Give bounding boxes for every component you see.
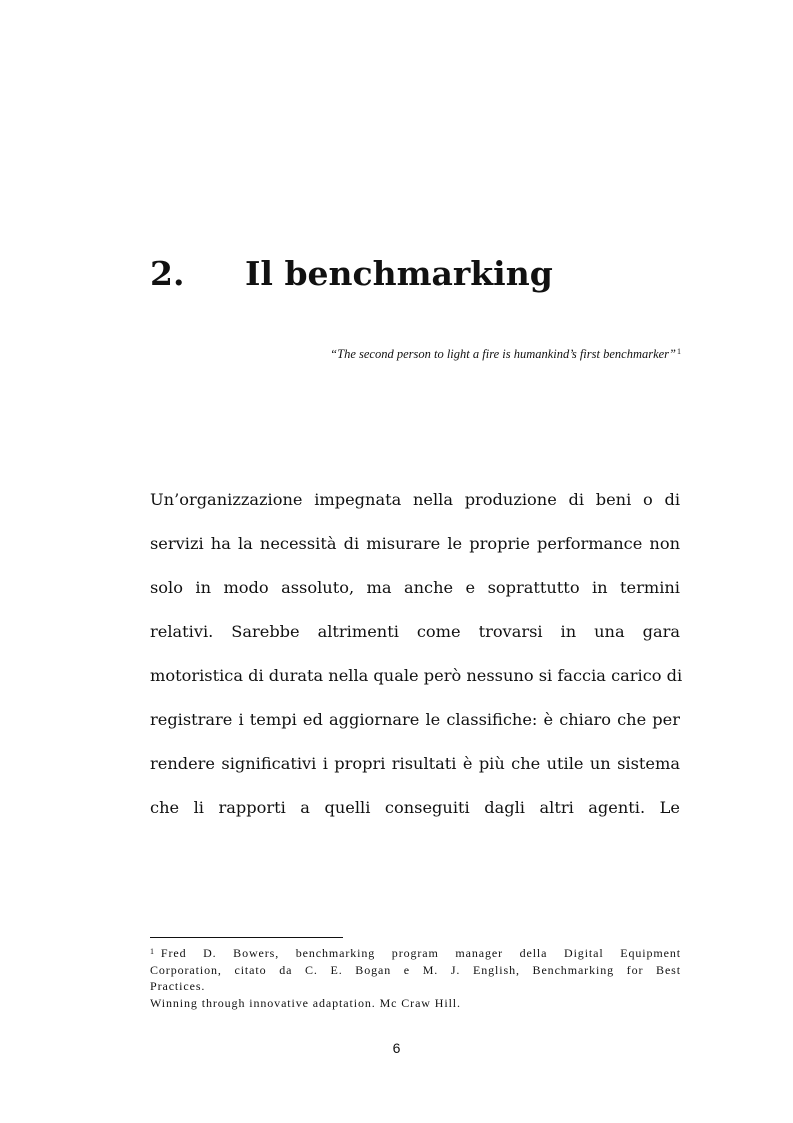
footnote-text: Fred D. Bowers, benchmarking program manager della Digital Equipment <box>160 946 681 960</box>
chapter-number: 2. <box>150 254 185 293</box>
epigraph-footnote-ref: 1 <box>677 347 681 356</box>
body-line: motoristica di durata nella quale però nessuno si faccia carico di <box>150 666 683 685</box>
epigraph-text: “The second person to light a fire is humankind’s first benchmarker” <box>330 347 676 361</box>
body-line: solo in modo assoluto, ma anche e soprattutto in termini <box>150 578 680 597</box>
page-number: 6 <box>392 1040 401 1056</box>
footnote <box>150 944 681 1011</box>
footnote-separator <box>150 937 343 938</box>
body-line: Un’organizzazione impegnata nella produzione di beni o di <box>150 490 680 509</box>
body-line: rendere significativi i propri risultati è più che utile un sistema <box>150 754 680 773</box>
footnote-marker: 1 <box>150 947 155 956</box>
body-paragraph <box>150 478 683 830</box>
body-line: registrare i tempi ed aggiornare le classifiche: è chiaro che per <box>150 710 680 729</box>
footnote-line: Winning through innovative adaptation. Mc Craw Hill. <box>150 995 461 1010</box>
footnote-line <box>150 944 681 962</box>
footnote-line: Practices. <box>150 979 206 993</box>
epigraph-quote <box>330 347 681 362</box>
body-line: servizi ha la necessità di misurare le proprie performance non <box>150 534 680 553</box>
chapter-title: Il benchmarking <box>245 254 553 293</box>
footnote-line: Corporation, citato da C. E. Bogan e M. J. English, Benchmarking for Best <box>150 962 681 977</box>
body-line: che li rapporti a quelli conseguiti dagli altri agenti. Le <box>150 798 680 817</box>
body-line: relativi. Sarebbe altrimenti come trovarsi in una gara <box>150 622 680 641</box>
